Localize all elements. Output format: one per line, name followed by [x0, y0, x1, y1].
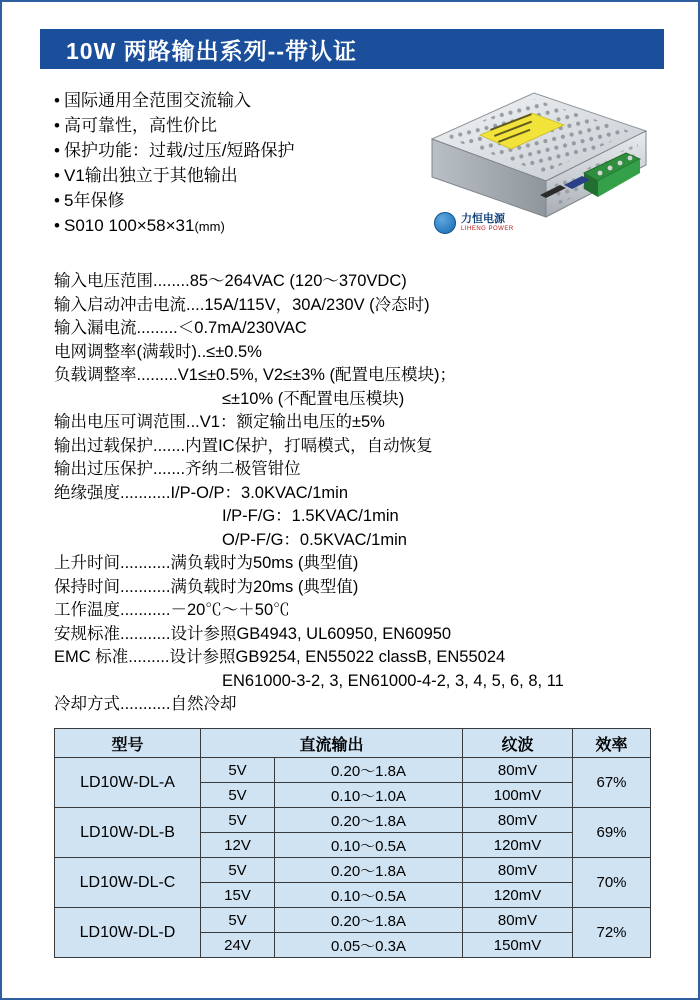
spec-row — [54, 294, 654, 318]
feature-item — [54, 213, 434, 239]
cell-voltage: 5V — [201, 808, 275, 833]
spec-value: 内置IC保护，打嗝模式，自动恢复 — [185, 436, 433, 455]
feature-unit: (mm) — [194, 219, 225, 234]
spec-row — [54, 411, 654, 435]
cell-ripple: 80mV — [463, 858, 573, 883]
spec-label: 输出电压可调范围... — [54, 413, 200, 431]
spec-value: V1≤±0.5%, V2≤±3% (配置电压模块)； — [177, 366, 457, 384]
spec-value: 满负载时为20ms (典型值) — [170, 577, 359, 596]
specification-list — [54, 270, 654, 717]
cell-voltage: 5V — [201, 758, 275, 783]
bullet-icon: • — [54, 216, 60, 235]
feature-item — [54, 138, 434, 163]
spec-row — [54, 364, 654, 388]
spec-value: 85～264VAC (120～370VDC) — [189, 272, 407, 290]
cell-voltage: 12V — [201, 833, 275, 858]
bullet-icon: • — [54, 141, 60, 160]
globe-icon — [434, 212, 456, 234]
cell-voltage: 15V — [201, 883, 275, 908]
cell-voltage: 5V — [201, 858, 275, 883]
cell-current: 0.20～1.8A — [275, 758, 463, 783]
spec-value: ≤±0.5% — [206, 342, 262, 361]
feature-text: 高可靠性，高性价比 — [64, 116, 217, 135]
spec-row — [54, 341, 654, 365]
spec-value: EN61000-3-2, 3, EN61000-4-2, 3, 4, 5, 6, 8, 11 — [222, 671, 564, 690]
cell-ripple: 120mV — [463, 833, 573, 858]
spec-row-continued — [54, 529, 654, 553]
spec-value: 满负载时为50ms (典型值) — [170, 554, 359, 572]
spec-label: 冷却方式........... — [54, 695, 171, 713]
header-efficiency: 效率 — [573, 729, 651, 758]
cell-efficiency: 67% — [573, 758, 651, 808]
page-title: 10W 两路输出系列--带认证 — [66, 37, 357, 64]
spec-value: ＜0.7mA/230VAC — [177, 319, 307, 337]
cell-model: LD10W-DL-B — [55, 808, 201, 858]
table-row — [55, 758, 651, 783]
spec-row — [54, 646, 654, 670]
spec-label: 上升时间........... — [54, 554, 171, 572]
feature-text: S010 100×58×31 — [64, 216, 195, 235]
spec-label: 工作温度........... — [54, 601, 171, 619]
page-title-banner — [40, 29, 664, 69]
feature-item — [54, 163, 434, 188]
table-row — [55, 908, 651, 933]
brand-logo-text — [461, 214, 514, 232]
cell-ripple: 120mV — [463, 883, 573, 908]
spec-label: 输入启动冲击电流.... — [54, 295, 205, 314]
spec-label: 安规标准........... — [54, 624, 171, 643]
cell-current: 0.10～0.5A — [275, 883, 463, 908]
bullet-icon: • — [54, 166, 60, 185]
cell-current: 0.05～0.3A — [275, 933, 463, 958]
spec-value: V1：额定输出电压的±5% — [199, 413, 385, 431]
cell-voltage: 24V — [201, 933, 275, 958]
spec-row-continued — [54, 505, 654, 529]
table-row — [55, 858, 651, 883]
spec-row — [54, 270, 654, 294]
cell-voltage: 5V — [201, 908, 275, 933]
spec-row — [54, 623, 654, 647]
feature-list — [54, 88, 434, 239]
cell-ripple: 80mV — [463, 808, 573, 833]
feature-item — [54, 113, 434, 138]
cell-model: LD10W-DL-A — [55, 758, 201, 808]
feature-item — [54, 188, 434, 213]
spec-row — [54, 693, 654, 717]
feature-text: 保护功能：过载/过压/短路保护 — [64, 141, 295, 160]
spec-label: 输出过压保护....... — [54, 460, 186, 478]
spec-value: 15A/115V，30A/230V (冷态时) — [204, 295, 430, 314]
spec-row — [54, 482, 654, 506]
feature-text: 5年保修 — [64, 191, 125, 210]
spec-row — [54, 599, 654, 623]
cell-efficiency: 69% — [573, 808, 651, 858]
cell-model: LD10W-DL-D — [55, 908, 201, 958]
table-header-row — [55, 729, 651, 758]
cell-ripple: 150mV — [463, 933, 573, 958]
spec-label: 负载调整率......... — [54, 366, 178, 384]
cell-model: LD10W-DL-C — [55, 858, 201, 908]
spec-value: 设计参照GB9254, EN55022 classB, EN55024 — [169, 648, 506, 666]
spec-label: 输入漏电流......... — [54, 319, 178, 337]
spec-row — [54, 576, 654, 600]
brand-name-en: LIHENG POWER — [461, 225, 514, 232]
spec-row-continued — [54, 670, 654, 694]
spec-value: 自然冷却 — [170, 695, 237, 713]
spec-value: 设计参照GB4943, UL60950, EN60950 — [170, 624, 452, 643]
brand-logo — [434, 212, 514, 234]
cell-ripple: 100mV — [463, 783, 573, 808]
spec-row — [54, 458, 654, 482]
feature-item — [54, 88, 434, 113]
cell-current: 0.10～1.0A — [275, 783, 463, 808]
table-row — [55, 808, 651, 833]
spec-value: ≤±10% (不配置电压模块) — [222, 389, 405, 408]
spec-value: I/P-O/P：3.0KVAC/1min — [170, 483, 349, 502]
model-table-wrapper — [54, 728, 650, 958]
cell-ripple: 80mV — [463, 908, 573, 933]
cell-efficiency: 70% — [573, 858, 651, 908]
spec-row — [54, 317, 654, 341]
model-table — [54, 728, 651, 958]
spec-value: I/P-F/G：1.5KVAC/1min — [222, 507, 399, 525]
cell-ripple: 80mV — [463, 758, 573, 783]
brand-name-cn: 力恒电源 — [461, 213, 505, 226]
cell-efficiency: 72% — [573, 908, 651, 958]
feature-text: 国际通用全范围交流输入 — [64, 91, 251, 110]
spec-label: 电网调整率(满载时).. — [54, 342, 207, 361]
header-ripple: 纹波 — [463, 729, 573, 758]
spec-label: 保持时间........... — [54, 577, 171, 596]
spec-label: 绝缘强度........... — [54, 483, 171, 502]
cell-current: 0.20～1.8A — [275, 808, 463, 833]
cell-current: 0.10～0.5A — [275, 833, 463, 858]
spec-label: 输入电压范围........ — [54, 272, 190, 290]
bullet-icon: • — [54, 91, 60, 110]
bullet-icon: • — [54, 191, 60, 210]
cell-current: 0.20～1.8A — [275, 858, 463, 883]
spec-row — [54, 435, 654, 459]
bullet-icon: • — [54, 116, 60, 135]
spec-value: O/P-F/G：0.5KVAC/1min — [222, 530, 407, 549]
cell-current: 0.20～1.8A — [275, 908, 463, 933]
spec-label: 输出过载保护....... — [54, 436, 186, 455]
spec-row-continued — [54, 388, 654, 412]
spec-value: －20℃～＋50℃ — [170, 601, 290, 619]
feature-text: V1输出独立于其他输出 — [64, 166, 238, 185]
spec-value: 齐纳二极管钳位 — [185, 460, 301, 478]
spec-row — [54, 552, 654, 576]
header-dc-output: 直流输出 — [201, 729, 463, 758]
spec-label: EMC 标准......... — [54, 648, 170, 666]
header-model: 型号 — [55, 729, 201, 758]
cell-voltage: 5V — [201, 783, 275, 808]
